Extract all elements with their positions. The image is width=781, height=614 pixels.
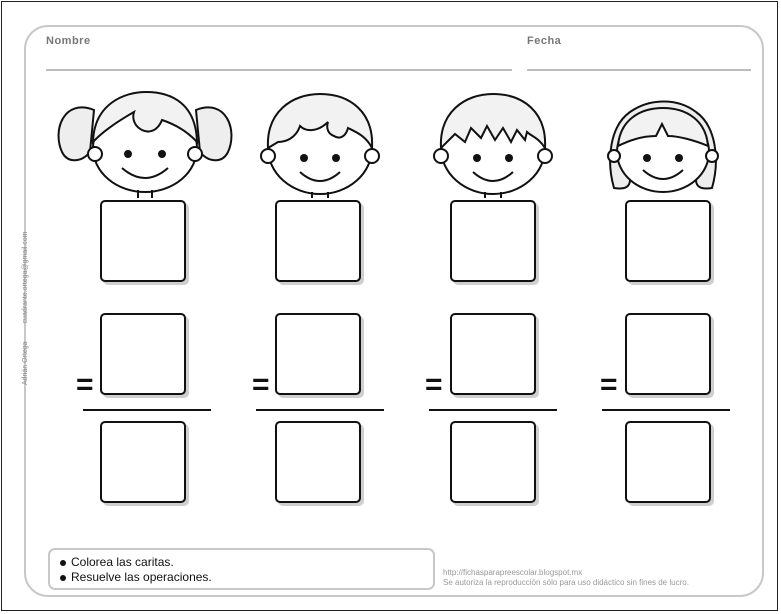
boy-face-icon	[256, 92, 384, 198]
result-box[interactable]	[100, 421, 186, 503]
middle-number-box[interactable]	[450, 313, 536, 395]
result-box[interactable]	[450, 421, 536, 503]
footer-url[interactable]: http://fichasparapreescolar.blogspot.mx	[443, 568, 583, 577]
author-email: cuadrante.ortega@gmail.com	[22, 231, 29, 324]
date-line[interactable]	[527, 69, 751, 71]
top-number-box[interactable]	[275, 200, 361, 282]
sum-line	[83, 409, 211, 411]
instruction-item: Colorea las caritas.	[60, 555, 174, 569]
author-name: Adrián Ortega	[22, 341, 29, 385]
middle-number-box[interactable]	[275, 313, 361, 395]
top-number-box[interactable]	[100, 200, 186, 282]
date-label: Fecha	[527, 35, 562, 47]
sum-line	[429, 409, 557, 411]
instructions-box	[48, 548, 435, 590]
equals-sign: =	[76, 368, 94, 401]
side-credit	[22, 216, 29, 385]
equals-sign: =	[252, 368, 270, 401]
top-number-box[interactable]	[625, 200, 711, 282]
equals-sign: =	[600, 368, 618, 401]
instruction-item: Resuelve las operaciones.	[60, 570, 212, 584]
equals-sign: =	[425, 368, 443, 401]
middle-number-box[interactable]	[625, 313, 711, 395]
top-number-box[interactable]	[450, 200, 536, 282]
result-box[interactable]	[275, 421, 361, 503]
name-line[interactable]	[46, 69, 512, 71]
girl-pigtails-face-icon	[54, 90, 236, 198]
boy-spiky-hair-face-icon	[431, 92, 555, 198]
footer-note: Se autoriza la reproducción sólo para uso didáctico sin fines de lucro.	[443, 578, 689, 587]
result-box[interactable]	[625, 421, 711, 503]
bullet-icon	[60, 560, 66, 566]
sum-line	[602, 409, 730, 411]
sum-line	[256, 409, 384, 411]
girl-bob-hair-face-icon	[600, 100, 726, 198]
bullet-icon	[60, 575, 66, 581]
middle-number-box[interactable]	[100, 313, 186, 395]
name-label: Nombre	[46, 35, 91, 47]
footer-credit	[443, 568, 689, 588]
